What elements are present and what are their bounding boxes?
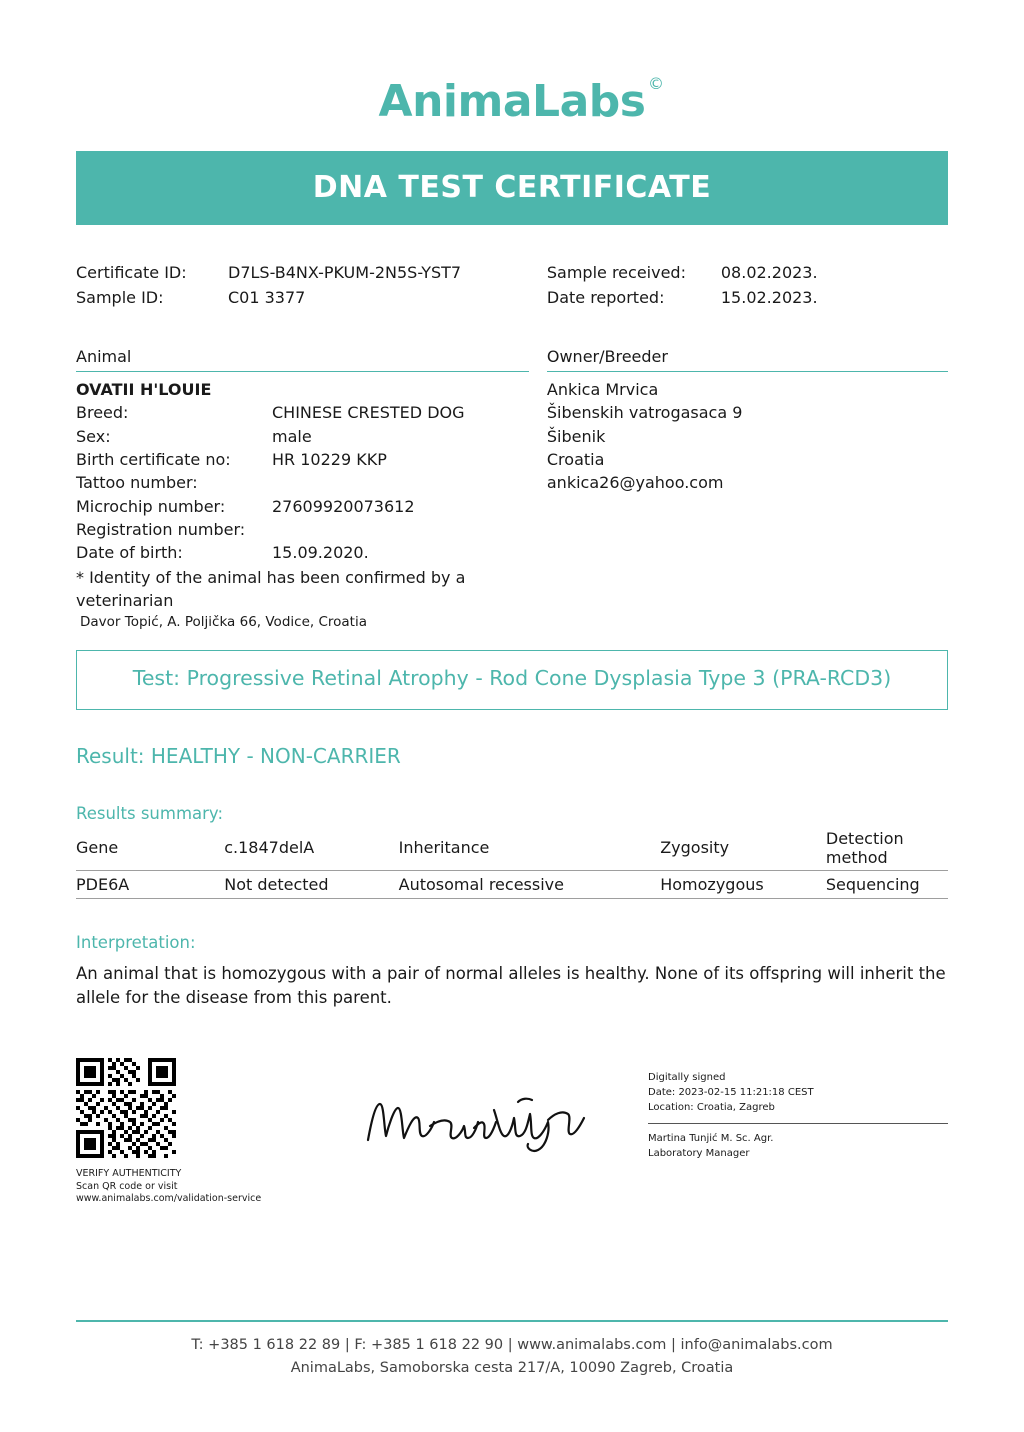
animal-breed-value: CHINESE CRESTED DOG [272, 403, 465, 423]
sample-received-label: Sample received: [546, 263, 686, 282]
owner-name: Ankica Mrvica [546, 379, 659, 399]
sample-received-value: 08.02.2023. [720, 263, 818, 282]
meta-row-sample-id [76, 286, 547, 311]
column-gene: Gene [76, 829, 224, 871]
animal-name: OVATII H'LOUIE [76, 379, 212, 399]
handwritten-signature [306, 1058, 648, 1158]
column-inheritance: Inheritance [399, 829, 661, 871]
meta-row-certificate-id [76, 261, 547, 286]
cell-variant: Not detected [224, 870, 398, 898]
page-title: DNA TEST CERTIFICATE [76, 151, 948, 225]
cell-gene: PDE6A [76, 870, 224, 898]
animal-section-label: Animal [76, 345, 529, 372]
animal-registration-value [272, 518, 529, 541]
owner-section-label: Owner/Breeder [547, 345, 948, 372]
verification-block [76, 1058, 306, 1206]
signature-date: Date: 2023-02-15 11:21:18 CEST [648, 1086, 814, 1098]
sample-id-label: Sample ID: [76, 287, 164, 307]
brand-logo [76, 0, 948, 127]
owner-country: Croatia [546, 450, 605, 470]
identity-note: * Identity of the animal has been confirmed by a veterinarian [76, 567, 466, 611]
cell-zygosity: Homozygous [660, 870, 826, 898]
date-reported-label: Date reported: [546, 287, 665, 307]
certificate-id-value: D7LS-B4NX-PKUM-2N5S-YST7 [228, 263, 462, 282]
animal-birth-certificate-row [76, 448, 529, 471]
animal-microchip-label: Microchip number: [76, 496, 226, 516]
meta-row-sample-received [547, 261, 948, 286]
interpretation-text: An animal that is homozygous with a pair of normal alleles is healthy. None of its offspring will inherit the allele for the disease from this parent. [76, 963, 946, 1007]
animal-breed-row [76, 401, 529, 424]
animal-breed-label: Breed: [76, 403, 129, 423]
certificate-id-label: Certificate ID: [76, 263, 187, 282]
animal-registration-label: Registration number: [76, 520, 246, 540]
signer-title: Laboratory Manager [648, 1147, 750, 1159]
owner-email: ankica26@yahoo.com [546, 473, 724, 493]
animal-microchip-row [76, 495, 529, 518]
verify-authenticity-url[interactable]: www.animalabs.com/validation-service [76, 1193, 262, 1205]
animal-microchip-value: 27609920073612 [272, 496, 415, 516]
meta-row-date-reported [547, 286, 948, 311]
results-summary-label: Results summary: [76, 803, 224, 823]
qr-code-icon[interactable] [76, 1058, 176, 1158]
animal-tattoo-row [76, 471, 529, 494]
parties-section [76, 345, 948, 633]
footer-divider [76, 1320, 948, 1322]
animal-sex-value: male [272, 426, 312, 446]
animal-dob-value: 15.09.2020. [272, 543, 369, 563]
signature-location: Location: Croatia, Zagreb [648, 1101, 775, 1113]
signature-icon [362, 1088, 592, 1158]
owner-city: Šibenik [546, 426, 606, 446]
date-reported-value: 15.02.2023. [720, 287, 818, 307]
animal-tattoo-value [272, 471, 529, 494]
animal-registration-row [76, 518, 529, 541]
animal-birth-certificate-label: Birth certificate no: [76, 450, 231, 470]
animal-dob-label: Date of birth: [76, 543, 183, 563]
table-header-row [76, 829, 948, 871]
test-name-box: Test: Progressive Retinal Atrophy - Rod Cone Dysplasia Type 3 (PRA-RCD3) [76, 650, 948, 710]
owner-block [547, 345, 948, 633]
cell-inheritance: Autosomal recessive [399, 870, 661, 898]
verify-authenticity-line2: Scan QR code or visit [76, 1180, 178, 1192]
animal-tattoo-label: Tattoo number: [76, 473, 198, 493]
interpretation-label: Interpretation: [76, 932, 196, 952]
column-detection-method: Detection method [826, 829, 948, 871]
identity-veterinarian: Davor Topić, A. Poljička 66, Vodice, Croatia [80, 613, 367, 630]
digital-signature-info [648, 1058, 948, 1161]
certificate-meta [76, 261, 948, 311]
signature-divider [648, 1123, 948, 1124]
animal-birth-certificate-value: HR 10229 KKP [272, 450, 387, 470]
digitally-signed-label: Digitally signed [648, 1071, 726, 1083]
copyright-icon: © [647, 74, 664, 93]
sample-id-value: C01 3377 [228, 287, 306, 307]
results-summary-table [76, 829, 948, 899]
animal-block [76, 345, 547, 633]
animal-sex-label: Sex: [76, 426, 111, 446]
footer [76, 1320, 948, 1380]
signer-name: Martina Tunjić M. Sc. Agr. [648, 1132, 774, 1144]
footer-contact-line: T: +385 1 618 22 89 | F: +385 1 618 22 90 | www.animalabs.com | info@animalabs.com [191, 1336, 833, 1353]
animal-sex-row [76, 425, 529, 448]
table-row [76, 870, 948, 898]
column-variant: c.1847delA [224, 829, 398, 871]
brand-name: AnimaLabs [378, 76, 646, 127]
owner-address: Šibenskih vatrogasaca 9 [546, 403, 743, 423]
footer-address-line: AnimaLabs, Samoborska cesta 217/A, 10090 Zagreb, Croatia [290, 1359, 734, 1376]
column-zygosity: Zygosity [660, 829, 826, 871]
result-line: Result: HEALTHY - NON-CARRIER [76, 743, 401, 768]
verify-authenticity-title: VERIFY AUTHENTICITY [76, 1167, 182, 1179]
signature-block [76, 1058, 948, 1206]
cell-detection-method: Sequencing [826, 870, 948, 898]
animal-dob-row [76, 541, 529, 564]
